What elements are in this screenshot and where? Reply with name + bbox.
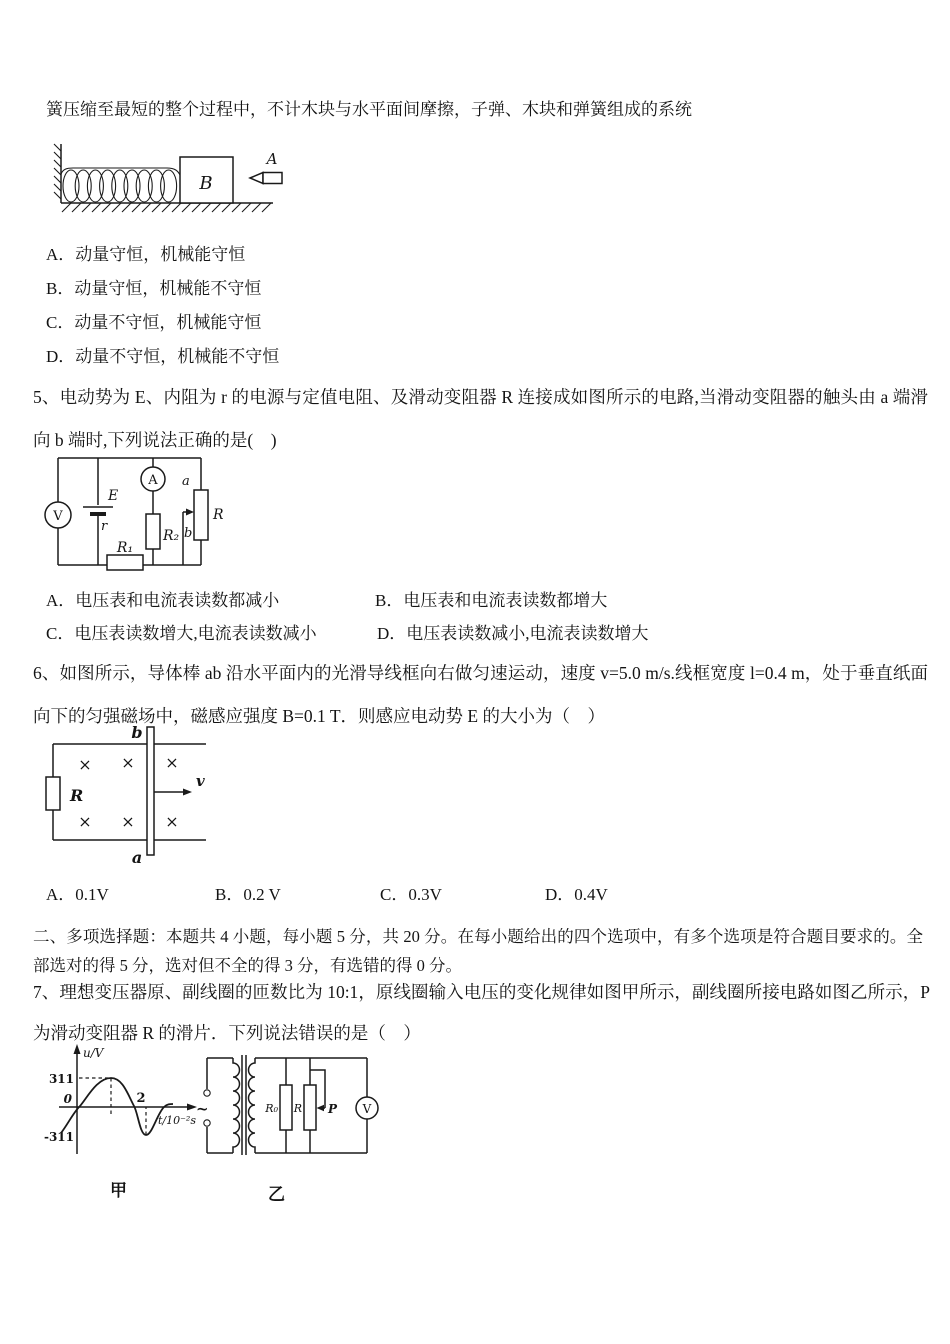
q5-circuit-diagram [38, 452, 253, 574]
r1-label: R₁ [116, 540, 134, 556]
svg-text:×: × [78, 755, 92, 774]
transformer-core [242, 1055, 246, 1155]
q5-option-d: D．电压表读数减小,电流表读数增大 [377, 624, 649, 643]
section2-header: 二、多项选择题：本题共 4 小题，每小题 5 分，共 20 分。在每小题给出的四个选项中，有多个选项是符合题目要求的。全部选对的得 5 分，选对但不全的得 3 分，有选错的得 0 分。 [33, 927, 923, 975]
q6-option-c: C．0.3V [380, 885, 442, 904]
primary-coil [233, 1058, 240, 1153]
question6-stem: 6、如图所示，导体棒 ab 沿水平面内的光滑导线框向右做匀速运动，速度 v=5.0 m/s.线框宽度 l=0.4 m，处于垂直纸面向下的匀强磁场中，磁感应强度 B=0.1 T．则感应电动势 E 的大小为（ ） [33, 663, 928, 726]
source-terminal-bottom [204, 1120, 210, 1126]
q4-option-c: C．动量不守恒，机械能守恒 [46, 313, 262, 332]
x-end-label: 2 [136, 1091, 146, 1106]
q5-option-b: B．电压表和电流表读数都增大 [375, 591, 608, 610]
y-axis [74, 1044, 81, 1154]
conducting-rod [147, 727, 154, 855]
q6-option-b: B．0.2 V [215, 885, 281, 904]
svg-text:×: × [121, 812, 135, 831]
q6-option-d: D．0.4V [545, 885, 608, 904]
terminal-b-label: b [184, 526, 193, 541]
slider-label: P [328, 1102, 338, 1116]
velocity-arrow [154, 789, 192, 796]
rheostat-label: R [213, 507, 224, 523]
svg-text:×: × [78, 812, 92, 831]
block-label: B [199, 173, 213, 194]
ground-hatching [62, 203, 271, 212]
q7-voltage-graph [45, 1042, 210, 1170]
velocity-label: v [196, 772, 205, 790]
figure-yi-caption: 乙 [268, 1185, 285, 1204]
q4-option-a: A．动量守恒，机械能守恒 [46, 245, 246, 264]
spring-block-bullet-diagram [45, 142, 295, 234]
q5-option-c: C．电压表读数增大,电流表读数减小 [46, 624, 317, 643]
question5-stem: 5、电动势为 E、内阻为 r 的电源与定值电阻、及滑动变阻器 R 连接成如图所示的电路,当滑动变阻器的触头由 a 端滑向 b 端时,下列说法正确的是( ) [33, 387, 928, 450]
svg-text:×: × [121, 753, 135, 772]
resistor-r1 [107, 555, 143, 570]
q4-option-b: B．动量守恒，机械能不守恒 [46, 279, 262, 298]
resistor-r2 [146, 514, 160, 549]
resistor-r0 [280, 1085, 292, 1130]
rod-top-label: b [131, 723, 143, 742]
resistor-R [46, 777, 60, 810]
ac-source-symbol: ~ [196, 1100, 209, 1118]
voltmeter-label: V [362, 1102, 372, 1116]
spring-coil [61, 168, 180, 202]
terminal-a-label: a [182, 474, 190, 489]
x-axis-label: t/10⁻²s [158, 1114, 196, 1127]
voltmeter-label: V [53, 509, 63, 524]
y-max-label: 311 [48, 1072, 74, 1086]
question7-stem: 7、理想变压器原、副线圈的匝数比为 10:1，原线圈输入电压的变化规律如图甲所示，副线圈所接电路如图乙所示，P 为滑动变阻器 R 的滑片．下列说法错误的是（ ） [33, 982, 930, 1043]
ammeter-label: A [148, 473, 158, 488]
battery-icon [83, 458, 113, 565]
emf-label: E [108, 488, 119, 504]
question4-stem: 簧压缩至最短的整个过程中，不计木块与水平面间摩擦，子弹、木块和弹簧组成的系统 [46, 100, 692, 119]
rheostat-r [194, 490, 208, 540]
y-min-label: -311 [43, 1130, 74, 1144]
bullet-label: A [266, 150, 278, 168]
r2-label: R₂ [163, 528, 180, 544]
origin-label: 0 [63, 1092, 72, 1106]
rheostat-r [304, 1085, 316, 1130]
svg-text:×: × [165, 812, 179, 831]
q7-transformer-circuit [196, 1045, 411, 1180]
resistor-R-label: R [70, 786, 84, 805]
y-axis-label: u/V [83, 1046, 104, 1060]
rod-bottom-label: a [131, 848, 143, 867]
svg-text:×: × [165, 753, 179, 772]
q6-rail-diagram [38, 722, 253, 867]
q4-option-d: D．动量不守恒，机械能不守恒 [46, 347, 280, 366]
q6-option-a: A．0.1V [46, 885, 109, 904]
secondary-coil [249, 1058, 256, 1153]
source-terminal-top [204, 1090, 210, 1096]
internal-resistance-label: r [101, 519, 108, 534]
figure-jia-caption: 甲 [110, 1181, 127, 1200]
bullet-shape [250, 173, 282, 184]
r0-label: R₀ [265, 1102, 278, 1115]
primary-wires [207, 1058, 233, 1153]
wall-hatching [54, 144, 61, 199]
rheostat-label: R [293, 1102, 302, 1115]
q5-option-a: A．电压表和电流表读数都减小 [46, 591, 280, 610]
